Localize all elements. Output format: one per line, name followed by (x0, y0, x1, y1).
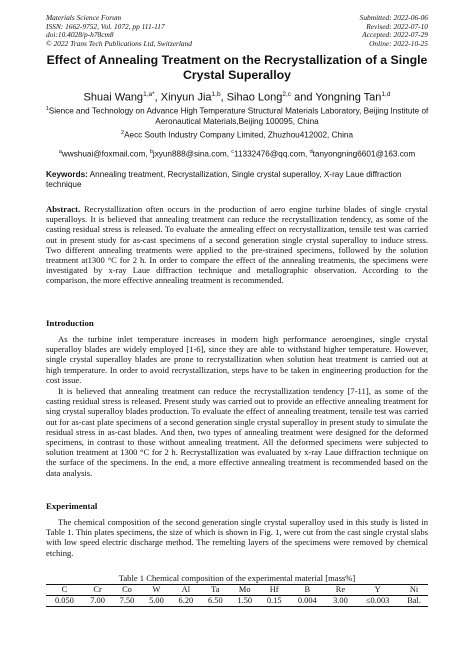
author-sup: 1,d (381, 91, 391, 98)
table-cell: 6.20 (178, 596, 194, 605)
keywords-text: Annealing treatment, Recrystallization, Single crystal superalloy, X-ray Laue diffraction technique (46, 170, 402, 189)
table-cell: 5.00 (149, 596, 164, 605)
table-header-cell: Cr (93, 585, 102, 594)
email-sup: a (58, 149, 62, 155)
introduction-paragraph-1: As the turbine inlet temperature increases in modern high performance aeroengines, single crystal superalloy blades are widely employed [1-6], since they are able to withstand higher temperature. However, single crystal superalloy blades are prone to recrystallization when solution heat treatment is carried out at high temperature. In order to avoid recrystallization, steps have to be taken in engineering production for the cost issue. (46, 334, 428, 385)
table-cell: 7.50 (119, 596, 135, 605)
table-cell: Bal. (407, 596, 421, 605)
experimental-paragraph-1: The chemical composition of the second generation single crystal superalloy used in this study is listed in Table 1. Thin plates specimens, the size of which is shown in Fig. 1, were cut from the cast single crystal slabs with low speed electric discharge method. The remelting layers of the specimens were removed by chemical etching. (46, 517, 428, 558)
abstract-text: Recrystallization often occurs in the production of aero engine turbine blades of single crystal superalloys. It is believed that annealing treatment can reduce the recrystallization tendency, as some of the casting residual stress is released. To evaluate the annealing effect on recrystallization, tensile test was carried out in present study for as-cast specimens of a second generation single crystal superalloy to induce stress. Two different annealing treatments were applied to the pre-strained specimens, followed by the solution treatment at1300 °C for 2 h. In order to compare the effect of the annealing treatments, the specimens were investigated by x-ray Laue diffraction technique and metallographic observation. According to the comparison, the more effective annealing treatment is recommended. (46, 204, 428, 286)
table-header-cell: Mo (238, 585, 251, 594)
table-header-cell: Co (122, 585, 132, 594)
introduction-heading: Introduction (46, 318, 94, 328)
author-name: Shuai Wang (83, 91, 144, 104)
author-name: Sihao Long (226, 91, 283, 104)
author-name: Yongning Tan (315, 91, 382, 104)
table-header-row (46, 585, 428, 596)
date-revised: Revised: 2022-07-10 (366, 21, 428, 31)
author-separator: , (220, 91, 227, 104)
publication-dates (360, 14, 428, 48)
table-cell: 1.50 (237, 596, 253, 605)
table-cell: 3.00 (333, 596, 348, 605)
introduction-paragraph-2: It is believed that annealing treatment can reduce the recrystallization tendency [7-11], as some of the casting residual stress is released. Present study was carried out to provide an effective annealing treatment for sing crystal superalloy blades production. To evaluate the effect of annealing treatment, tensile test was carried out for as-cast plate specimens of a second generation single crystal superalloy in present study to simulate the residual stress in as-cast blades. And then, two types of annealing treatment were designed for the deformed specimens, in contrast to those without annealing treatment. All the deformed specimens were subjected to solution treatment at 1300 °C for 2 h. Recrystallization was evaluated by x-ray Laue diffraction technique on the surface of the specimens. In the end, a more effective annealing treatment is recommended based on the data analysis. (46, 386, 428, 478)
email-sup: d (309, 149, 313, 155)
email-sup: c (231, 149, 235, 155)
table-header-cell: C (61, 585, 68, 594)
table-cell: 6.50 (207, 596, 223, 605)
table-cell: 0.004 (297, 596, 317, 605)
affiliation-text: Sience and Technology on Advance High Temperature Structural Materials Laboratory, Beijing Institute of Aeronautical Materials,Beijing 100095, China (48, 106, 429, 127)
affiliation-text: Aecc South Industry Company Limited, Zhuzhou412002, China (124, 130, 353, 140)
issn-volume: ISSN: 1662-9752, Vol. 1072, pp 111-117 (46, 21, 165, 31)
date-online: Online: 2022-10-25 (369, 38, 428, 48)
journal-name: Materials Science Forum (46, 13, 122, 22)
author-and: and (291, 91, 316, 104)
table-cell: 0.050 (54, 596, 74, 605)
author-emails (30, 147, 444, 160)
date-submitted: Submitted: 2022-06-06 (359, 13, 428, 22)
author-separator: , (154, 91, 161, 104)
table-header-cell: Re (335, 585, 346, 594)
table-header-cell: Ni (409, 585, 419, 594)
email-link[interactable]: wwshuai@foxmail.com, (61, 149, 150, 159)
affiliation-2 (40, 128, 434, 141)
table-header-cell: B (304, 585, 311, 594)
table-header-cell: Y (374, 585, 381, 594)
copyright: © 2022 Trans Tech Publications Ltd, Switzerland (46, 38, 192, 48)
keywords (46, 170, 428, 190)
keywords-label: Keywords: (46, 170, 88, 179)
author-sup: 2,c (282, 91, 292, 98)
affiliation-1 (40, 104, 434, 128)
paper-title: Effect of Annealing Treatment on the Recrystallization of a Single Crystal Superalloy (46, 53, 428, 82)
table-caption: Table 1 Chemical composition of the experimental material [mass%] (118, 573, 356, 583)
table-header-cell: Hf (269, 585, 279, 594)
author-name: Xinyun Jia (160, 91, 212, 104)
journal-header (46, 14, 428, 54)
doi[interactable]: doi:10.4028/p-h78cm8 (46, 30, 114, 40)
table-header-cell: W (152, 585, 161, 594)
author-sup: 1,a* (143, 91, 155, 98)
table-header-cell: Ta (211, 585, 220, 594)
composition-table (46, 584, 428, 607)
experimental-heading: Experimental (46, 501, 98, 511)
affiliation-sup: 2 (121, 130, 125, 136)
table-cell: ≤0.003 (365, 596, 390, 605)
abstract (46, 204, 428, 286)
email-link[interactable]: 11332476@qq.com, (234, 149, 310, 159)
table-cell: 0.15 (266, 596, 282, 605)
date-accepted: Accepted: 2022-07-29 (362, 30, 428, 40)
table-row (46, 596, 428, 607)
author-sup: 1,b (211, 91, 221, 98)
journal-info (46, 14, 192, 48)
email-sup: b (149, 149, 153, 155)
email-link[interactable]: jxyun888@sina.com, (152, 149, 232, 159)
table-cell: 7.00 (90, 596, 105, 605)
affiliation-sup: 1 (45, 106, 49, 112)
author-list (20, 88, 454, 105)
table-header-cell: Al (181, 585, 191, 594)
abstract-label: Abstract. (46, 204, 81, 214)
email-link[interactable]: tanyongning6601@163.com (312, 149, 416, 159)
